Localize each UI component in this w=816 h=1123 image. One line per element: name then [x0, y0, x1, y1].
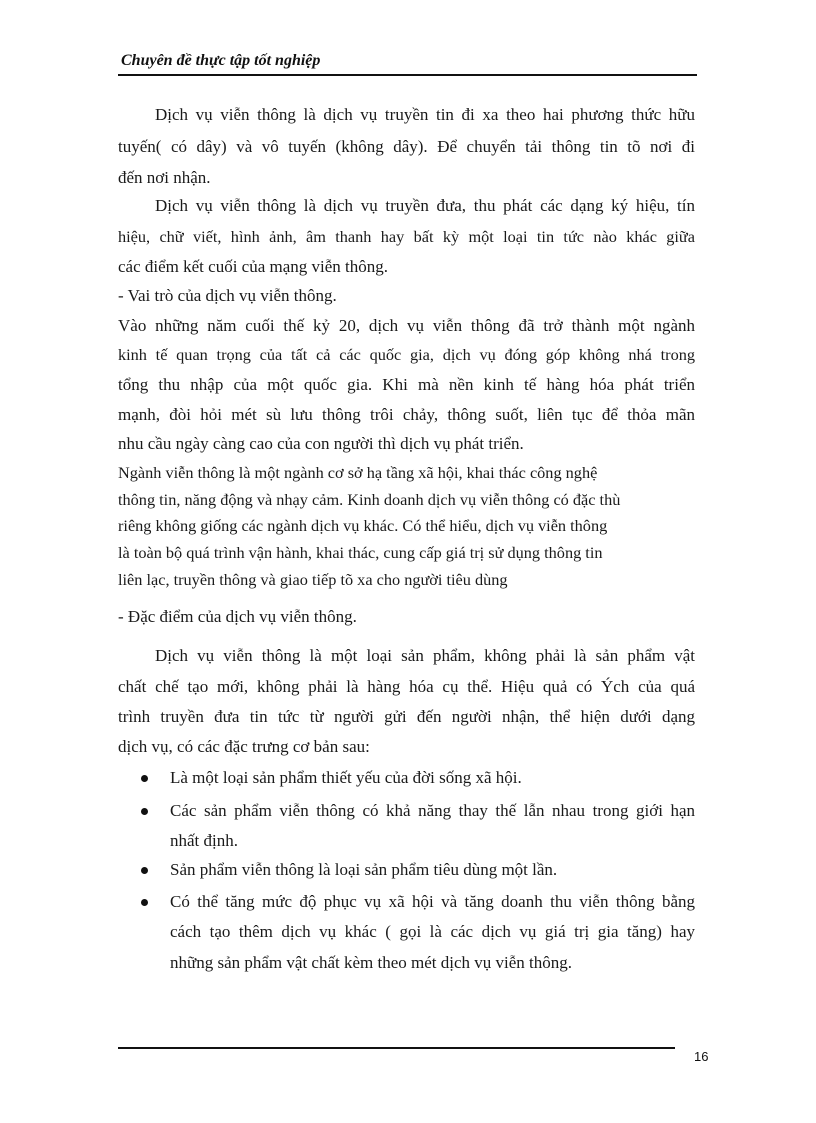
paragraph-line: Dịch vụ viễn thông là dịch vụ truyền đưa, thu phát các dạng ký hiệu, tín	[155, 196, 695, 215]
header-title: Chuyên đề thực tập tốt nghiệp	[121, 52, 321, 69]
page-number: 16	[694, 1049, 709, 1064]
paragraph-line: thông tin, năng động và nhạy cảm. Kinh doanh dịch vụ viễn thông có đặc thù	[118, 490, 621, 509]
paragraph-line: dịch vụ, có các đặc trưng cơ bản sau:	[118, 737, 370, 756]
paragraph-line: Ngành viễn thông là một ngành cơ sở hạ tầng xã hội, khai thác công nghệ	[118, 463, 598, 482]
list-item: Các sản phẩm viễn thông có khả năng thay thế lẫn nhau trong giới hạn	[170, 801, 695, 820]
paragraph-line: kinh tế quan trọng của tất cả các quốc gia, dịch vụ đóng góp không nhá trong	[118, 345, 695, 364]
section-heading: - Đặc điểm của dịch vụ viễn thông.	[118, 607, 357, 626]
list-item: Sản phẩm viễn thông là loại sản phẩm tiêu dùng một lần.	[170, 860, 558, 879]
paragraph-line: mạnh, đòi hỏi mét sù lưu thông trôi chảy, thông suốt, liên tục để thỏa mãn	[118, 405, 695, 424]
paragraph-line: hiệu, chữ viết, hình ảnh, âm thanh hay bất kỳ một loại tin tức nào khác giữa	[118, 227, 695, 246]
list-item: cách tạo thêm dịch vụ khác ( gọi là các dịch vụ giá trị gia tăng) hay	[170, 922, 695, 941]
paragraph-line: liên lạc, truyền thông và giao tiếp tõ xa cho người tiêu dùng	[118, 570, 508, 589]
paragraph-line: đến nơi nhận.	[118, 168, 211, 187]
list-item: nhất định.	[170, 831, 238, 850]
paragraph-line: Dịch vụ viễn thông là một loại sản phẩm, không phải là sản phẩm vật	[155, 646, 695, 665]
paragraph-line: tuyến( có dây) và vô tuyến (không dây). Để chuyển tải thông tin tõ nơi đi	[118, 137, 695, 156]
paragraph-line: nhu cầu ngày càng cao của con người thì dịch vụ phát triển.	[118, 434, 524, 453]
footer-divider	[118, 1047, 675, 1049]
paragraph-line: Dịch vụ viễn thông là dịch vụ truyền tin đi xa theo hai phương thức hữu	[155, 105, 695, 124]
paragraph-line: các điểm kết cuối của mạng viễn thông.	[118, 257, 389, 276]
bullet-icon	[141, 775, 148, 782]
paragraph-line: là toàn bộ quá trình vận hành, khai thác, cung cấp giá trị sử dụng thông tin	[118, 543, 603, 562]
paragraph-line: Vào những năm cuối thế kỷ 20, dịch vụ viễn thông đã trở thành một ngành	[118, 316, 695, 335]
header-divider	[118, 74, 697, 76]
list-item: Có thể tăng mức độ phục vụ xã hội và tăng doanh thu viễn thông bằng	[170, 892, 695, 911]
list-item: Là một loại sản phẩm thiết yếu của đời sống xã hội.	[170, 768, 522, 787]
paragraph-line: tổng thu nhập của một quốc gia. Khi mà nền kinh tế hàng hóa phát triển	[118, 375, 695, 394]
bullet-icon	[141, 867, 148, 874]
bullet-icon	[141, 808, 148, 815]
section-heading: - Vai trò của dịch vụ viễn thông.	[118, 286, 337, 305]
paragraph-line: chất chế tạo mới, không phải là hàng hóa cụ thể. Hiệu quả có Ých của quá	[118, 677, 695, 696]
paragraph-line: riêng không giống các ngành dịch vụ khác. Có thể hiểu, dịch vụ viễn thông	[118, 516, 608, 535]
list-item: những sản phẩm vật chất kèm theo mét dịch vụ viễn thông.	[170, 953, 573, 972]
bullet-icon	[141, 899, 148, 906]
paragraph-line: trình truyền đưa tin tức từ người gửi đến người nhận, thể hiện dưới dạng	[118, 707, 695, 726]
